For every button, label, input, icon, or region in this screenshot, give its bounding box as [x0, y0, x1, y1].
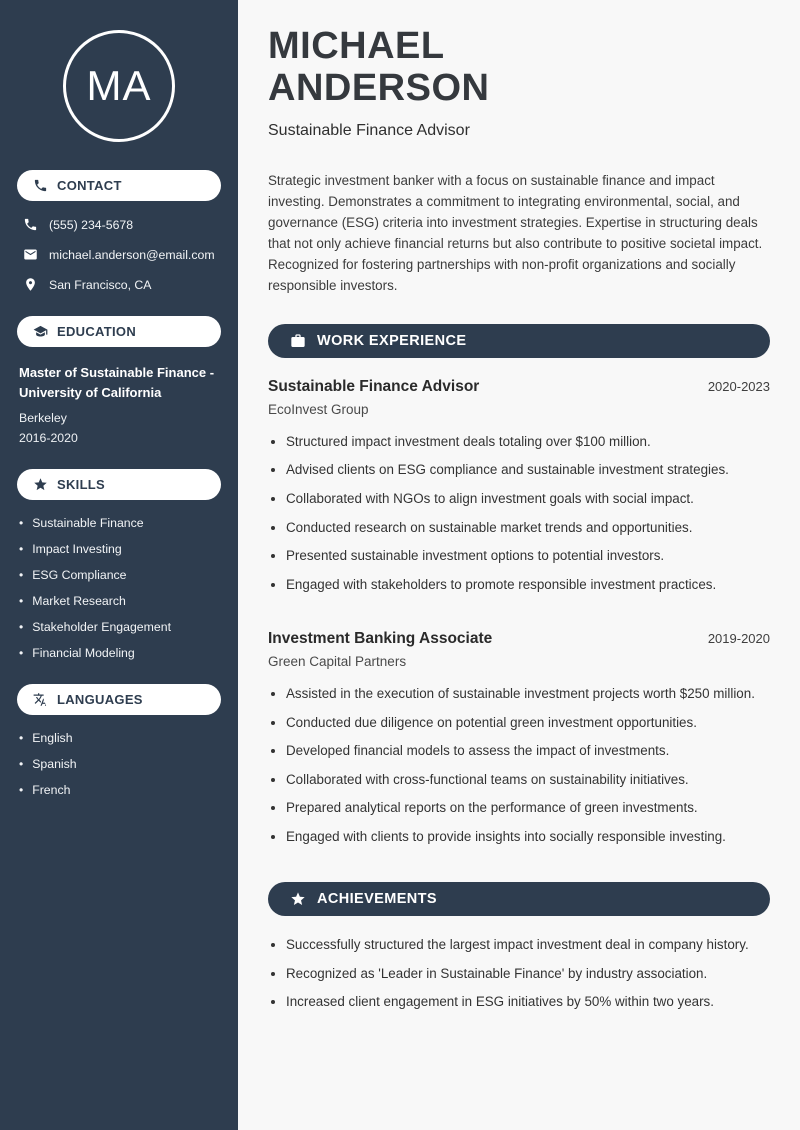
job-dates: 2019-2020	[707, 630, 770, 646]
name-last: ANDERSON	[268, 66, 490, 109]
skill-item: • Market Research	[19, 594, 219, 608]
job-bullet: • Conducted due diligence on potential green investment opportunities.	[286, 714, 770, 732]
job-bullet: • Engaged with stakeholders to promote responsible investment practices.	[286, 576, 770, 594]
job-role: Sustainable Finance Advisor	[268, 377, 480, 395]
contact-location-value: San Francisco, CA	[49, 277, 152, 292]
star-icon	[33, 477, 48, 492]
contact-header	[17, 170, 221, 201]
graduation-cap-icon	[33, 324, 48, 339]
phone-icon	[33, 178, 48, 193]
contact-section	[17, 170, 221, 292]
profile-summary: Strategic investment banker with a focus on sustainable finance and impact investing. Demonstrates a commitment to integrating environmental, social, and governance (ESG) criteria into investment strategies. Expertise in structuring deals that not only achieve financial returns but also contribute to positive societal impact. Recognized for fostering partnerships with non-profit organizations and socially responsible investors.	[268, 172, 763, 293]
contact-phone-value: (555) 234-5678	[49, 217, 134, 232]
phone-icon	[23, 217, 38, 232]
job-bullet: • Assisted in the execution of sustainable investment projects worth $250 million.	[286, 685, 770, 703]
sidebar	[0, 0, 238, 1130]
job-bullet: • Presented sustainable investment options to potential investors.	[286, 547, 770, 565]
skill-item: • Impact Investing	[19, 542, 219, 556]
language-item: • English	[19, 731, 219, 745]
job-entry	[268, 630, 770, 846]
job-role: Investment Banking Associate	[268, 629, 493, 647]
achievement-bullet: • Increased client engagement in ESG initiatives by 50% within two years.	[286, 993, 770, 1011]
location-icon	[23, 277, 38, 292]
contact-email	[17, 247, 221, 262]
job-bullet: • Conducted research on sustainable market trends and opportunities.	[286, 519, 770, 537]
job-bullet: • Developed financial models to assess the impact of investments.	[286, 742, 770, 760]
skill-item: • ESG Compliance	[19, 568, 219, 582]
contact-location	[17, 277, 221, 292]
email-icon	[23, 247, 38, 262]
skill-item: • Stakeholder Engagement	[19, 620, 219, 634]
job-dates: 2020-2023	[707, 378, 770, 394]
job-bullet: • Collaborated with cross-functional teams on sustainability initiatives.	[286, 771, 770, 789]
education-entry	[17, 363, 221, 445]
job-bullet: • Structured impact investment deals totaling over $100 million.	[286, 433, 770, 451]
star-icon	[290, 891, 306, 907]
job-bullet-list	[268, 433, 770, 594]
contact-header-label: CONTACT	[57, 178, 122, 193]
languages-header	[17, 684, 221, 715]
job-bullet-list	[268, 685, 770, 846]
job-bullet: • Advised clients on ESG compliance and sustainable investment strategies.	[286, 461, 770, 479]
education-dates: 2016-2020	[19, 431, 78, 446]
language-item: • French	[19, 783, 219, 797]
page-title	[268, 26, 770, 110]
languages-section	[17, 684, 221, 797]
avatar	[63, 30, 175, 142]
work-experience-header-label: WORK EXPERIENCE	[317, 332, 467, 349]
achievements-header-label: ACHIEVEMENTS	[317, 891, 438, 907]
main-content	[238, 0, 800, 1130]
achievement-bullet: • Successfully structured the largest impact investment deal in company history.	[286, 936, 770, 954]
achievements-header	[268, 882, 770, 916]
achievement-bullet: • Recognized as 'Leader in Sustainable Finance' by industry association.	[286, 965, 770, 983]
job-bullet: • Collaborated with NGOs to align investment goals with social impact.	[286, 490, 770, 508]
education-degree: Master of Sustainable Finance - University of California	[19, 365, 215, 401]
skills-header-label: SKILLS	[57, 477, 106, 493]
education-school: Berkeley	[19, 411, 67, 426]
headline-job-title: Sustainable Finance Advisor	[268, 121, 470, 139]
languages-list	[17, 731, 221, 797]
skill-item: • Financial Modeling	[19, 646, 219, 660]
name-first: MICHAEL	[268, 25, 445, 67]
skills-list	[17, 516, 221, 660]
education-header	[17, 316, 221, 347]
skill-item: • Sustainable Finance	[19, 516, 219, 530]
briefcase-icon	[290, 333, 306, 349]
education-header-label: EDUCATION	[57, 324, 137, 339]
job-head	[268, 630, 770, 648]
work-experience-header	[268, 324, 770, 358]
avatar-initials: MA	[86, 62, 152, 109]
skills-section	[17, 469, 221, 660]
education-section	[17, 316, 221, 445]
contact-email-value: michael.anderson@email.com	[49, 247, 215, 262]
job-company: Green Capital Partners	[268, 653, 407, 669]
job-bullet: • Engaged with clients to provide insights into socially responsible investing.	[286, 828, 770, 846]
language-item: • Spanish	[19, 757, 219, 771]
skills-header	[17, 469, 221, 500]
job-bullet: • Prepared analytical reports on the performance of green investments.	[286, 799, 770, 817]
job-company: EcoInvest Group	[268, 401, 369, 417]
translate-icon	[33, 692, 48, 707]
languages-header-label: LANGUAGES	[57, 692, 143, 708]
contact-phone	[17, 217, 221, 232]
job-entry	[268, 378, 770, 594]
job-head	[268, 378, 770, 396]
achievements-list	[268, 936, 770, 1011]
